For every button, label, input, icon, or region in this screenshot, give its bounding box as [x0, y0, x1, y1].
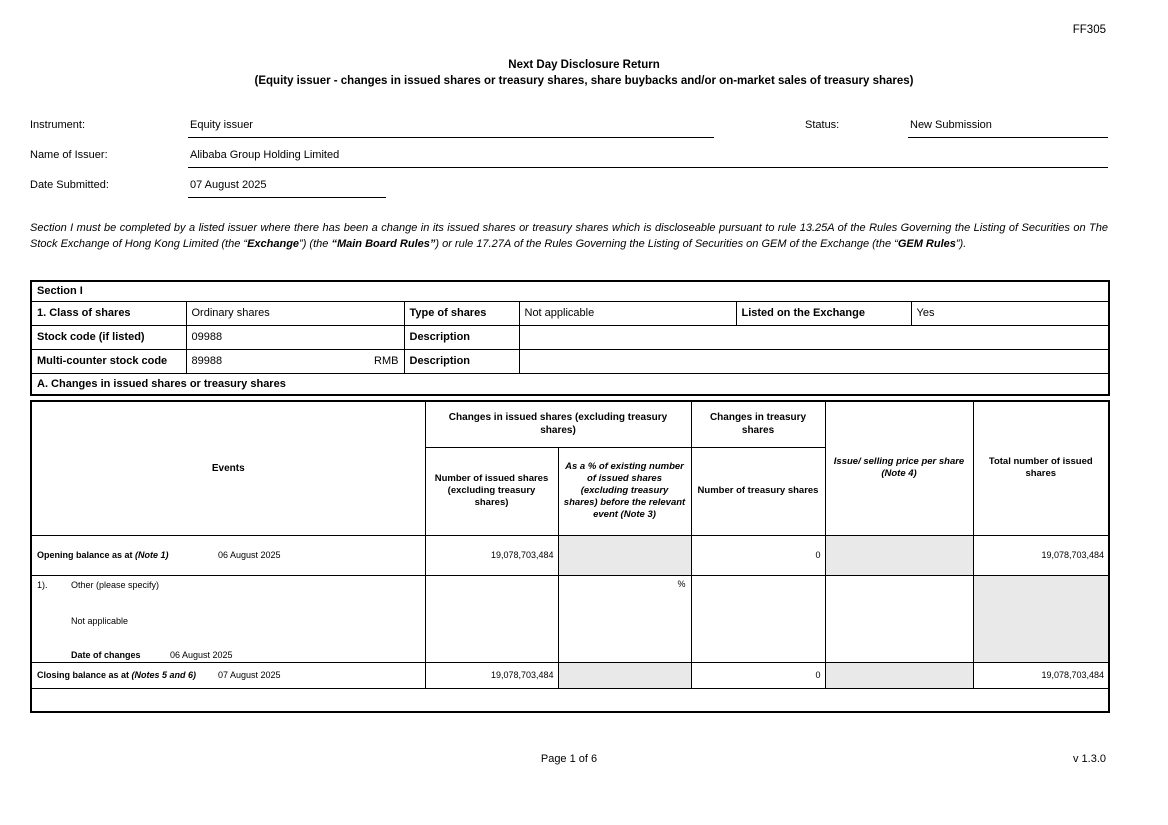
- class-of-shares-label: 1. Class of shares: [31, 301, 186, 325]
- change-event-date: 06 August 2025: [170, 649, 233, 660]
- closing-issued-shares: 19,078,703,484: [425, 662, 558, 688]
- class-of-shares-value: Ordinary shares: [186, 301, 404, 325]
- class-of-shares-row: [31, 301, 1109, 325]
- multi-counter-row: [31, 349, 1109, 373]
- closing-percent-cell: [558, 662, 691, 688]
- legal-seg7: ”).: [955, 237, 967, 250]
- percent-column-header: As a % of existing number of issued shares (excluding treasury shares) before the relevant event (Note 3): [558, 447, 691, 535]
- form-title: [0, 57, 1168, 89]
- treasury-shares-column-header: Number of treasury shares: [691, 447, 825, 535]
- total-column-header: Total number of issued shares: [973, 401, 1109, 535]
- change-event-detail: Not applicable: [71, 615, 129, 626]
- change-event-detail-cell: [31, 575, 425, 662]
- change-event-date-label: Date of changes: [71, 649, 141, 660]
- date-submitted-row: [30, 174, 1108, 204]
- closing-treasury-shares: 0: [691, 662, 825, 688]
- closing-price-cell: [825, 662, 973, 688]
- changes-table-group-header-row: [31, 401, 1109, 447]
- section1-table: [30, 280, 1110, 396]
- page-number: Page 1 of 6: [540, 753, 598, 765]
- description-value-2: [519, 349, 1109, 373]
- closing-balance-note: (Notes 5 and 6): [131, 670, 197, 680]
- opening-balance-row: [31, 535, 1109, 575]
- opening-balance-note: (Note 1): [135, 550, 169, 560]
- type-of-shares-label: Type of shares: [404, 301, 519, 325]
- closing-balance-label-cell: [31, 662, 425, 688]
- status-label: Status:: [805, 119, 840, 131]
- change-total-shares-cell: [973, 575, 1109, 662]
- change-event-index: 1).: [37, 579, 48, 590]
- form-title-line2: (Equity issuer - changes in issued shares or treasury shares, share buybacks and/or on-market sales of treasury shares): [254, 75, 914, 87]
- stock-code-value: 09988: [186, 325, 404, 349]
- instrument-label: Instrument:: [30, 119, 86, 131]
- empty-bottom-cell: [31, 688, 1109, 712]
- stock-code-row: [31, 325, 1109, 349]
- instrument-field: Equity issuer: [188, 114, 714, 138]
- issuer-field: Alibaba Group Holding Limited: [188, 144, 1108, 168]
- legal-main-board-rules-term: “Main Board Rules”: [331, 237, 436, 250]
- description-label-2: Description: [404, 349, 519, 373]
- change-treasury-shares-cell: [691, 575, 825, 662]
- section1-header-row: [31, 281, 1109, 301]
- version-label: v 1.3.0: [1072, 753, 1106, 765]
- events-column-header: Events: [31, 401, 425, 535]
- empty-bottom-row: [31, 688, 1109, 712]
- instrument-row: [30, 114, 1108, 144]
- multi-counter-currency: RMB: [374, 355, 399, 367]
- description-label-1: Description: [404, 325, 519, 349]
- legal-seg3: ”) (the: [299, 237, 332, 250]
- form-title-line1: Next Day Disclosure Return: [508, 59, 660, 71]
- opening-balance-label: Opening balance as at: [37, 550, 133, 560]
- change-price-cell: [825, 575, 973, 662]
- change-event-row: [31, 575, 1109, 662]
- price-column-header: Issue/ selling price per share (Note 4): [825, 401, 973, 535]
- issuer-row: [30, 144, 1108, 174]
- section-a-header-row: [31, 373, 1109, 395]
- opening-balance-label-cell: [31, 535, 425, 575]
- opening-treasury-shares: 0: [691, 535, 825, 575]
- closing-balance-date: 07 August 2025: [218, 670, 281, 680]
- opening-issued-shares: 19,078,703,484: [425, 535, 558, 575]
- legal-exchange-term: Exchange: [247, 237, 300, 250]
- date-submitted-label: Date Submitted:: [30, 179, 109, 191]
- multi-counter-label: Multi-counter stock code: [31, 349, 186, 373]
- legal-paragraph: [30, 221, 1108, 252]
- closing-total-shares: 19,078,703,484: [973, 662, 1109, 688]
- multi-counter-value-cell: [186, 349, 404, 373]
- listed-on-exchange-value: Yes: [911, 301, 1109, 325]
- section-a-heading: A. Changes in issued shares or treasury shares: [31, 373, 1109, 395]
- change-event-type: Other (please specify): [71, 579, 160, 590]
- changes-table: [30, 400, 1110, 713]
- legal-seg5: ) or rule 17.27A of the Rules Governing the Listing of Securities on GEM of the Exchange (the “: [435, 237, 898, 250]
- multi-counter-code: 89988: [191, 355, 223, 367]
- form-code: FF305: [1072, 24, 1106, 36]
- section1-heading: Section I: [31, 281, 1109, 301]
- opening-price-cell: [825, 535, 973, 575]
- stock-code-label: Stock code (if listed): [31, 325, 186, 349]
- date-submitted-field: 07 August 2025: [188, 174, 386, 198]
- status-field: New Submission: [908, 114, 1108, 138]
- opening-total-shares: 19,078,703,484: [973, 535, 1109, 575]
- legal-seg1: Section I must be completed by a listed issuer where there has been a change in its issued shares or treasury shares which is discloseable pursuant to rule 13.25A of the Rules Governing the Listing of Securities on The Stock Exchange of Hong Kong Limited (the “: [30, 222, 1108, 250]
- header-fields: [30, 114, 1108, 204]
- description-value-1: [519, 325, 1109, 349]
- group-treasury-shares-header: Changes in treasury shares: [691, 401, 825, 447]
- issued-shares-column-header: Number of issued shares (excluding treasury shares): [425, 447, 558, 535]
- closing-balance-row: [31, 662, 1109, 688]
- change-percent-cell: %: [558, 575, 691, 662]
- opening-balance-date: 06 August 2025: [218, 550, 281, 560]
- change-issued-shares-cell: [425, 575, 558, 662]
- closing-balance-label: Closing balance as at: [37, 670, 130, 680]
- type-of-shares-value: Not applicable: [519, 301, 736, 325]
- group-issued-shares-header: Changes in issued shares (excluding treasury shares): [425, 401, 691, 447]
- listed-on-exchange-label: Listed on the Exchange: [736, 301, 911, 325]
- opening-percent-cell: [558, 535, 691, 575]
- legal-gem-rules-term: GEM Rules: [897, 237, 956, 250]
- issuer-label: Name of Issuer:: [30, 149, 108, 161]
